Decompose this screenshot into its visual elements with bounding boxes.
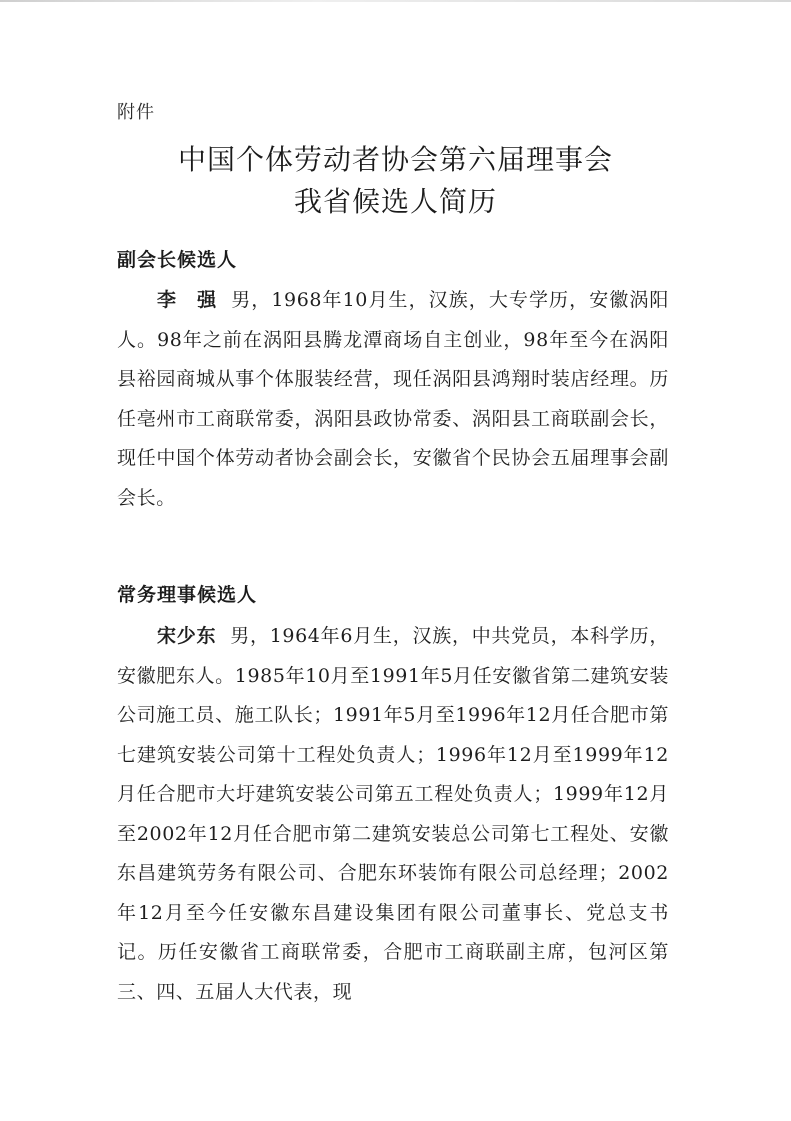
attachment-label: 附件 <box>117 102 155 123</box>
section-heading-standing-director: 常务理事候选人 <box>117 584 258 606</box>
candidate-bio-text: 男，1968年10月生，汉族，大专学历，安徽涡阳人。98年之前在涡阳县腾龙潭商场自主创业，98年至今在涡阳县裕园商城从事个体服装经营，现任涡阳县鸿翔时装店经理。历任亳州市工商联常委，涡阳县政协常委、涡阳县工商联副会长，现任中国个体劳动者协会副会长，安徽省个民协会五届理事会副会长。 <box>117 289 669 509</box>
candidate-bio-li-qiang <box>117 281 669 518</box>
candidate-bio-text: 男，1964年6月生，汉族，中共党员，本科学历，安徽肥东人。1985年10月至1991年5月任安徽省第二建筑安装公司施工员、施工队长；1991年5月至1996年12月任合肥市第七建筑安装公司第十工程处负责人；1996年12月至1999年12月任合肥市大圩建筑安装公司第五工程处负责人；1999年12月至2002年12月任合肥市第二建筑安装总公司第七工程处、安徽东昌建筑劳务有限公司、合肥东环装饰有限公司总经理；2002年12月至今任安徽东昌建设集团有限公司董事长、党总支书记。历任安徽省工商联常委，合肥市工商联副主席，包河区第三、四、五届人大代表，现 <box>117 625 670 1003</box>
section-heading-vice-president: 副会长候选人 <box>117 249 238 271</box>
candidate-name: 宋少东 <box>157 625 217 647</box>
document-title-line-2: 我省候选人简历 <box>293 185 497 218</box>
document-title-line-1: 中国个体劳动者协会第六届理事会 <box>177 143 613 176</box>
scan-edge-divider <box>0 0 791 2</box>
candidate-bio-song-shaodong <box>117 617 669 1012</box>
candidate-name: 李 强 <box>157 289 218 311</box>
